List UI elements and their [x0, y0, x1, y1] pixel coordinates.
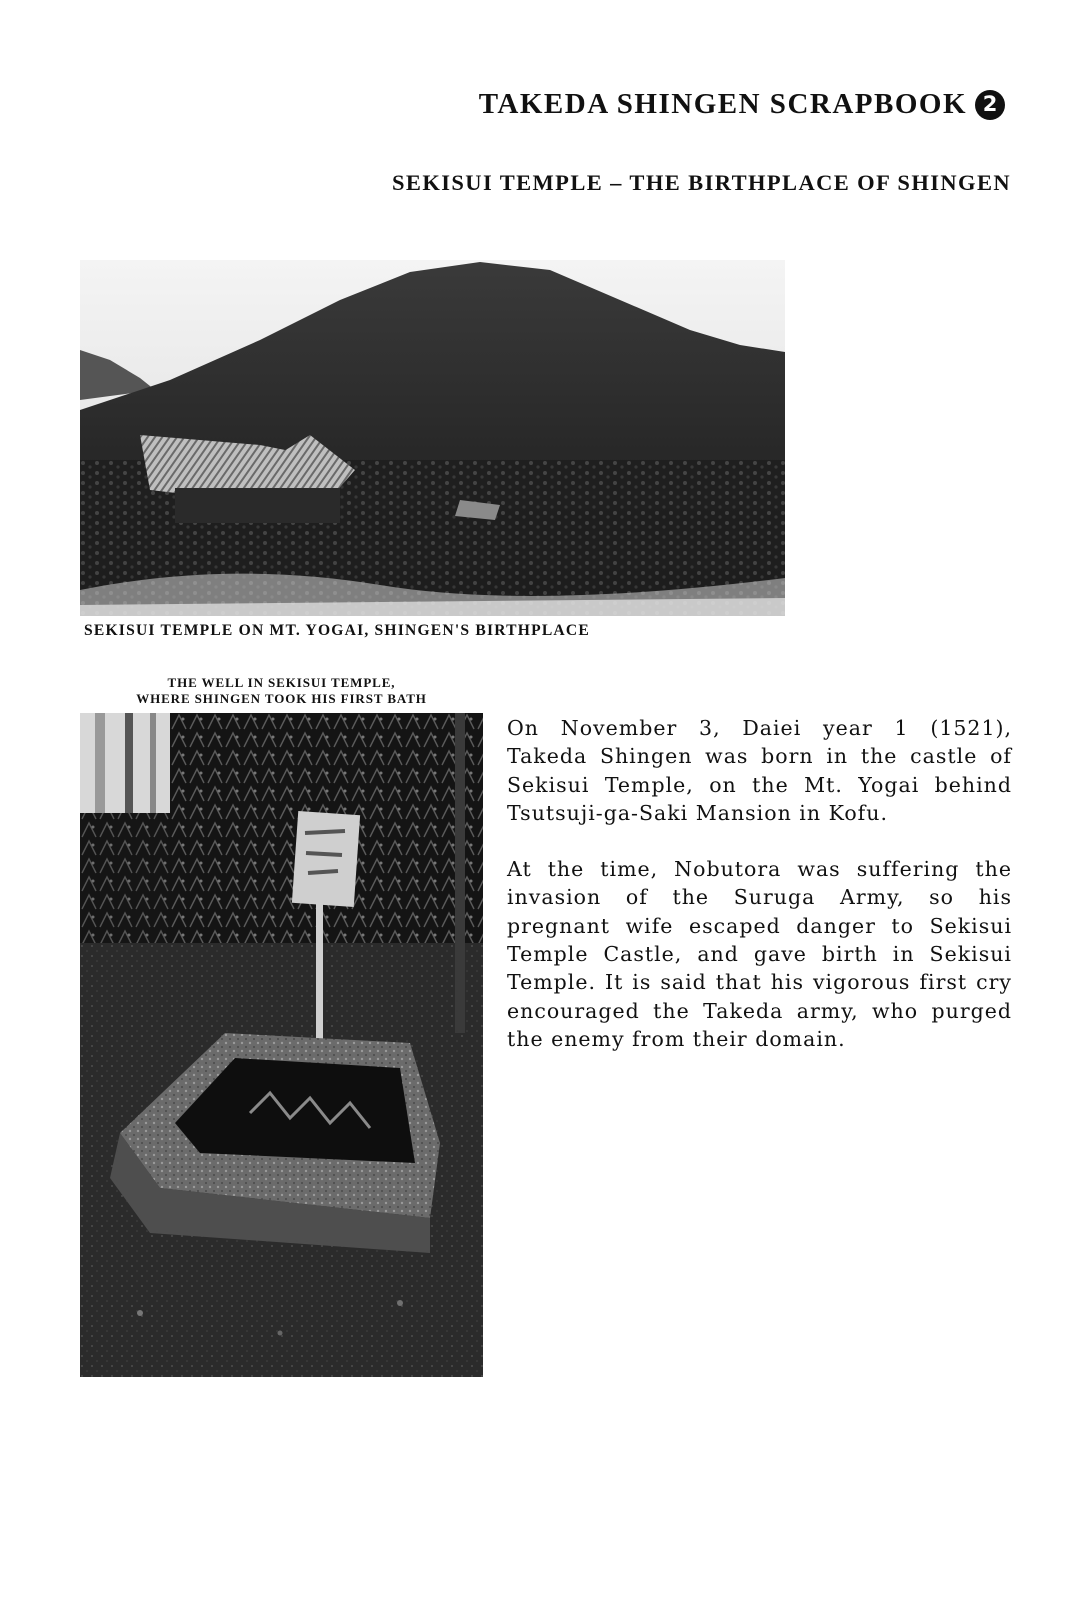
well-photo-caption [80, 675, 483, 707]
body-paragraph-1: On November 3, Daiei year 1 (1521), Takeda Shingen was born in the castle of Sekisui Temple, on the Mt. Yogai behind Tsutsuji-ga-Saki Mansion in Kofu. [507, 716, 1012, 825]
page-title: TAKEDA SHINGEN SCRAPBOOK [478, 88, 967, 120]
temple-photo-caption: SEKISUI TEMPLE ON MT. YOGAI, SHINGEN'S BIRTHPLACE [84, 622, 590, 639]
temple-mountain-illustration [80, 260, 785, 616]
section-title: SEKISUI TEMPLE – THE BIRTHPLACE OF SHINGEN [392, 170, 1011, 195]
body-paragraph-2: At the time, Nobutora was suffering the invasion of the Suruga Army, so his pregnant wife escaped danger to Sekisui Temple Castle, and gave birth in Sekisui Temple. It is said that his vigorous first cry encouraged the Takeda army, who purged the enemy from their domain. [507, 857, 1012, 1051]
article-body [507, 714, 1012, 1081]
temple-well-illustration [80, 713, 483, 1377]
page-header [479, 88, 1005, 121]
temple-mountain-photo [80, 260, 785, 616]
well-caption-line-2: WHERE SHINGEN TOOK HIS FIRST BATH [136, 691, 427, 706]
volume-number-badge: 2 [975, 90, 1005, 120]
temple-well-photo [80, 713, 483, 1377]
well-caption-line-1: THE WELL IN SEKISUI TEMPLE, [167, 675, 396, 690]
